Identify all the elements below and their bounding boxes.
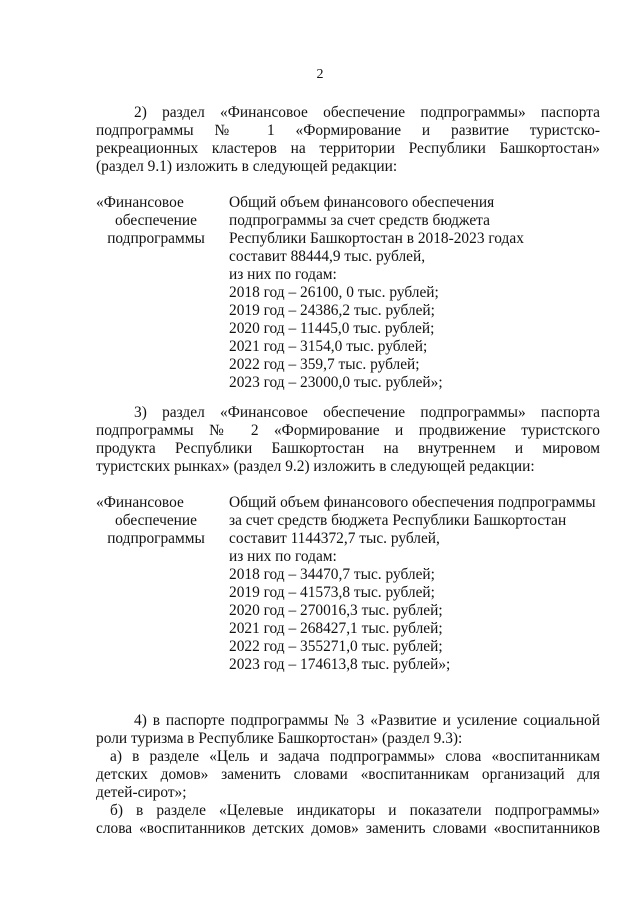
page-number: 2 <box>316 67 324 82</box>
financing-table-2 <box>96 494 606 674</box>
table-2-line: за счет средств бюджета Республики Башкортостан <box>229 512 567 529</box>
item-2-paragraph <box>96 104 600 176</box>
table-1-label-line: подпрограммы <box>107 230 205 247</box>
item-3-line-1: 3) раздел «Финансовое обеспечение подпрограммы» паспорта <box>134 404 600 421</box>
table-1-line: составит 88444,9 тыс. рублей, <box>229 248 426 265</box>
table-2-label-line: подпрограммы <box>107 530 205 547</box>
item-3-paragraph <box>96 404 600 476</box>
table-1-line: 2023 год – 23000,0 тыс. рублей»; <box>229 374 443 391</box>
item-4b-line-2: слова «воспитанников детских домов» заменить словами «воспитанников <box>96 820 600 837</box>
table-2-line: 2019 год – 41573,8 тыс. рублей; <box>229 584 435 601</box>
item-2-line-3: рекреационных кластеров на территории Республики Башкортостан» <box>96 140 600 157</box>
item-2-line-4: (раздел 9.1) изложить в следующей редакции: <box>96 158 398 175</box>
table-2-line: 2018 год – 34470,7 тыс. рублей; <box>229 566 435 583</box>
item-3-line-4: туристских рынках» (раздел 9.2) изложить в следующей редакции: <box>96 458 535 475</box>
table-2-line: 2020 год – 270016,3 тыс. рублей; <box>229 602 443 619</box>
table-2-label <box>96 494 216 548</box>
table-1-line: подпрограммы за счет средств бюджета <box>229 212 490 229</box>
table-1-line: из них по годам: <box>229 266 337 283</box>
table-1-label-line: «Финансовое <box>96 194 184 211</box>
item-2-line-2: подпрограммы № 1 «Формирование и развитие туристско- <box>96 122 600 139</box>
item-4a-line-2: детских домов» заменить словами «воспитанникам организаций для <box>96 766 600 783</box>
table-2-label-line: «Финансовое <box>96 494 184 511</box>
table-2-line: составит 1144372,7 тыс. рублей, <box>229 530 440 547</box>
item-4-line-2: роли туризма в Республике Башкортостан» (раздел 9.3): <box>96 730 463 747</box>
table-1-content <box>229 194 609 392</box>
table-2-line: 2023 год – 174613,8 тыс. рублей»; <box>229 656 451 673</box>
item-4a-paragraph <box>96 748 600 802</box>
table-2-line: из них по годам: <box>229 548 337 565</box>
table-1-line: 2018 год – 26100, 0 тыс. рублей; <box>229 284 439 301</box>
table-2-line: 2021 год – 268427,1 тыс. рублей; <box>229 620 443 637</box>
table-1-label <box>96 194 216 248</box>
table-1-line: Общий объем финансового обеспечения <box>229 194 495 211</box>
item-4-paragraph <box>96 712 600 748</box>
item-4a-line-1: а) в разделе «Цель и задача подпрограммы» слова «воспитанникам <box>110 748 600 765</box>
table-1-line: 2020 год – 11445,0 тыс. рублей; <box>229 320 435 337</box>
item-3-line-3: продукта Республики Башкортостан на внутреннем и мировом <box>96 440 600 457</box>
financing-table-1 <box>96 194 606 391</box>
item-3-line-2: подпрограммы № 2 «Формирование и продвижение туристского <box>96 422 600 439</box>
table-1-label-line: обеспечение <box>115 212 197 229</box>
table-1-line: Республики Башкортостан в 2018-2023 годах <box>229 230 524 247</box>
item-2-line-1: 2) раздел «Финансовое обеспечение подпрограммы» паспорта <box>134 104 600 121</box>
table-2-line: Общий объем финансового обеспечения подпрограммы <box>229 494 596 511</box>
table-2-label-line: обеспечение <box>115 512 197 529</box>
table-2-content <box>229 494 609 674</box>
item-4-line-1: 4) в паспорте подпрограммы № 3 «Развитие и усиление социальной <box>134 712 600 729</box>
table-2-line: 2022 год – 355271,0 тыс. рублей; <box>229 638 443 655</box>
item-4b-paragraph <box>96 802 600 838</box>
item-4a-line-3: детей-сирот»; <box>96 784 187 801</box>
table-1-line: 2021 год – 3154,0 тыс. рублей; <box>229 338 428 355</box>
item-4b-line-1: б) в разделе «Целевые индикаторы и показатели подпрограммы» <box>110 802 600 819</box>
table-1-line: 2019 год – 24386,2 тыс. рублей; <box>229 302 435 319</box>
table-1-line: 2022 год – 359,7 тыс. рублей; <box>229 356 420 373</box>
